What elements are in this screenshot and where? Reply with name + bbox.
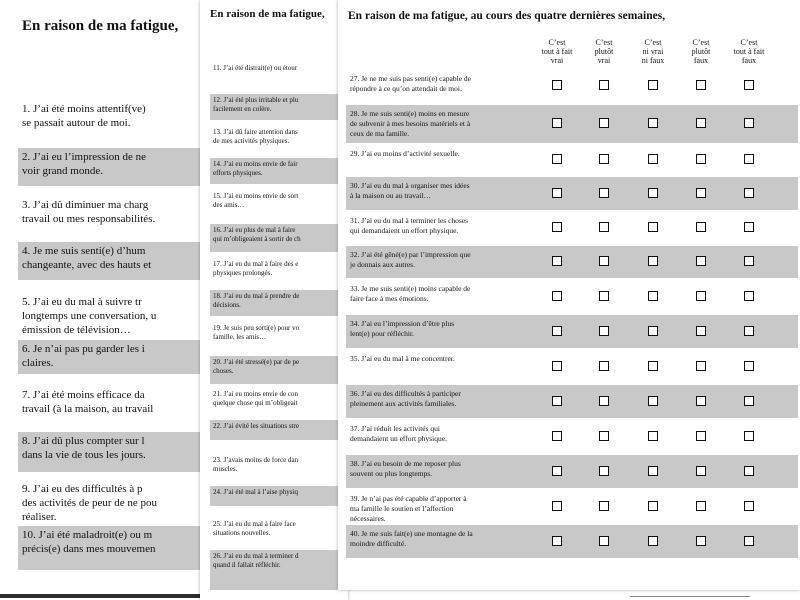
response-checkbox[interactable] xyxy=(648,154,658,164)
question-item: 32. J’ai été gêné(e) par l’impression que je donnais aux autres. xyxy=(350,250,471,269)
question-item: 1. J’ai été moins attentif(ve) se passait autour de moi. xyxy=(22,103,146,129)
response-column-header: C’est plutôt vrai xyxy=(594,38,614,65)
response-checkbox[interactable] xyxy=(696,291,706,301)
question-item: 22. J’ai évité les situations stre xyxy=(210,420,348,440)
questionnaire-page-2 xyxy=(200,0,348,600)
response-checkbox[interactable] xyxy=(648,291,658,301)
response-checkbox[interactable] xyxy=(599,396,609,406)
question-item: 31. J’ai eu du mal à terminer les choses qui demandaient un effort physique. xyxy=(350,216,469,235)
response-checkbox[interactable] xyxy=(696,466,706,476)
question-item: 20. J’ai été stressé(e) par de pe choses. xyxy=(210,356,348,384)
response-checkbox[interactable] xyxy=(552,536,562,546)
response-checkbox[interactable] xyxy=(552,118,562,128)
question-item: 26. J’ai eu du mal à terminer d quand il fallait réfléchir. xyxy=(210,550,348,590)
question-item: 2. J’ai eu l’impression de ne voir grand monde. xyxy=(18,148,200,186)
response-checkbox[interactable] xyxy=(552,256,562,266)
response-checkbox[interactable] xyxy=(599,291,609,301)
page-title: En raison de ma fatigue, xyxy=(210,8,325,20)
question-item: 37. J’ai réduit les activités qui demandaient un effort physique. xyxy=(350,424,447,443)
question-item: 30. J’ai eu du mal à organiser mes idées à la maison ou au travail… xyxy=(350,181,470,200)
response-checkbox[interactable] xyxy=(696,326,706,336)
page-edge xyxy=(630,596,750,597)
question-item: 28. Je me suis senti(e) moins en mesure de subvenir à mes besoins matériels et à ceux de ma famille. xyxy=(350,109,471,138)
response-checkbox[interactable] xyxy=(599,326,609,336)
question-item: 34. J’ai eu l’impression d’être plus lent(e) pour réfléchir. xyxy=(350,319,455,338)
response-checkbox[interactable] xyxy=(552,80,562,90)
response-checkbox[interactable] xyxy=(648,361,658,371)
question-item: 40. Je me suis fait(e) une montagne de la moindre difficulté. xyxy=(350,529,473,548)
response-checkbox[interactable] xyxy=(744,118,754,128)
response-checkbox[interactable] xyxy=(552,501,562,511)
question-item: 9. J’ai eu des difficultés à p des activités de peur de ne pou réaliser. xyxy=(22,483,158,523)
question-item: 12. J’ai été plus irritable et plu facilement en colère. xyxy=(210,94,348,120)
question-item: 25. J’ai eu du mal à faire face situations nouvelles. xyxy=(213,520,296,537)
response-checkbox[interactable] xyxy=(599,80,609,90)
response-checkbox[interactable] xyxy=(552,154,562,164)
response-checkbox[interactable] xyxy=(552,291,562,301)
response-checkbox[interactable] xyxy=(696,396,706,406)
response-checkbox[interactable] xyxy=(599,501,609,511)
question-item: 3. J’ai dû diminuer ma charg travail ou mes responsabilités. xyxy=(22,199,156,225)
question-item: 19. Je suis peu sorti(e) pour vo famille, les amis… xyxy=(213,324,300,341)
response-checkbox[interactable] xyxy=(744,501,754,511)
response-checkbox[interactable] xyxy=(648,396,658,406)
response-checkbox[interactable] xyxy=(744,222,754,232)
response-checkbox[interactable] xyxy=(696,80,706,90)
response-checkbox[interactable] xyxy=(696,222,706,232)
question-item: 16. J’ai eu plus de mal à faire qui m’obligeaient à sortir de ch xyxy=(210,224,348,252)
response-checkbox[interactable] xyxy=(696,256,706,266)
response-checkbox[interactable] xyxy=(744,256,754,266)
question-item: 18. J’ai eu du mal à prendre de décisions. xyxy=(210,290,348,316)
response-column-header: C’est plutôt faux xyxy=(691,38,711,65)
response-checkbox[interactable] xyxy=(648,188,658,198)
response-checkbox[interactable] xyxy=(599,154,609,164)
response-checkbox[interactable] xyxy=(696,361,706,371)
response-checkbox[interactable] xyxy=(599,361,609,371)
response-checkbox[interactable] xyxy=(552,396,562,406)
response-checkbox[interactable] xyxy=(552,466,562,476)
question-item: 39. Je n’ai pas été capable d’apporter à ma famille le soutien et l’affection nécessaires. xyxy=(350,494,467,523)
response-checkbox[interactable] xyxy=(744,431,754,441)
response-checkbox[interactable] xyxy=(552,222,562,232)
question-item: 10. J’ai été maladroit(e) ou m précis(e) dans mes mouvemen xyxy=(18,526,200,570)
response-checkbox[interactable] xyxy=(552,326,562,336)
response-checkbox[interactable] xyxy=(599,466,609,476)
response-checkbox[interactable] xyxy=(599,431,609,441)
response-column-header: C’est ni vrai ni faux xyxy=(641,38,665,65)
response-checkbox[interactable] xyxy=(648,431,658,441)
page-edge xyxy=(0,594,200,598)
response-checkbox[interactable] xyxy=(648,256,658,266)
response-checkbox[interactable] xyxy=(599,188,609,198)
response-checkbox[interactable] xyxy=(648,536,658,546)
response-checkbox[interactable] xyxy=(648,118,658,128)
question-item: 33. Je me suis senti(e) moins capable de faire face à mes émotions. xyxy=(350,284,471,303)
question-item: 15. J’ai eu moins envie de sort des amis… xyxy=(213,192,299,209)
question-item: 23. J’avais moins de force dan muscles. xyxy=(213,456,299,473)
question-item: 36. J’ai eu des difficultés à participer pleinement aux activités familiales. xyxy=(350,389,461,408)
question-item: 14. J’ai eu moins envie de fair efforts physiques. xyxy=(210,158,348,184)
response-checkbox[interactable] xyxy=(696,431,706,441)
response-checkbox[interactable] xyxy=(696,188,706,198)
page-title: En raison de ma fatigue, xyxy=(22,18,179,34)
question-item: 21. J’ai eu moins envie de con quelque chose qui m’obligeait xyxy=(213,390,298,407)
question-item: 17. J’ai eu du mal à faire des e physiques prolongés. xyxy=(213,260,299,277)
response-column-header: C’est tout à fait vrai xyxy=(541,38,573,65)
response-checkbox[interactable] xyxy=(552,431,562,441)
question-item: 13. J’ai dû faire attention dans de mes activités physiques. xyxy=(213,128,298,145)
response-checkbox[interactable] xyxy=(744,396,754,406)
question-item: 29. J’ai eu moins d’activité sexuelle. xyxy=(350,149,460,158)
response-checkbox[interactable] xyxy=(599,118,609,128)
response-checkbox[interactable] xyxy=(744,466,754,476)
response-column-header: C’est tout à fait faux xyxy=(733,38,765,65)
response-checkbox[interactable] xyxy=(648,326,658,336)
response-checkbox[interactable] xyxy=(696,501,706,511)
response-checkbox[interactable] xyxy=(648,222,658,232)
question-item: 8. J’ai dû plus compter sur l dans la vie de tous les jours. xyxy=(18,432,200,472)
response-checkbox[interactable] xyxy=(744,326,754,336)
response-checkbox[interactable] xyxy=(599,256,609,266)
response-checkbox[interactable] xyxy=(744,188,754,198)
response-checkbox[interactable] xyxy=(744,536,754,546)
response-checkbox[interactable] xyxy=(744,154,754,164)
question-item: 24. J’ai été mal à l’aise physiq xyxy=(210,486,348,506)
response-checkbox[interactable] xyxy=(552,188,562,198)
question-item: 6. Je n’ai pas pu garder les i claires. xyxy=(18,340,200,374)
response-checkbox[interactable] xyxy=(552,361,562,371)
response-checkbox[interactable] xyxy=(648,501,658,511)
page-title: En raison de ma fatigue, au cours des quatre dernières semaines, xyxy=(348,10,666,22)
question-item: 4. Je me suis senti(e) d’hum changeante, avec des hauts et xyxy=(18,242,200,280)
response-checkbox[interactable] xyxy=(744,291,754,301)
question-item: 7. J’ai été moins efficace da travail (à la maison, au travail xyxy=(22,389,154,415)
question-item: 5. J’ai eu du mal à suivre tr longtemps une conversation, u émission de télévision… xyxy=(22,296,157,336)
response-checkbox[interactable] xyxy=(599,536,609,546)
response-checkbox[interactable] xyxy=(648,466,658,476)
response-checkbox[interactable] xyxy=(599,222,609,232)
response-checkbox[interactable] xyxy=(744,361,754,371)
response-checkbox[interactable] xyxy=(744,80,754,90)
question-item: 35. J’ai eu du mal à me concentrer. xyxy=(350,354,455,363)
questionnaire-page-3 xyxy=(338,0,800,590)
questionnaire-page-1 xyxy=(0,0,200,600)
question-item: 38. J’ai eu besoin de me reposer plus souvent ou plus longtemps. xyxy=(350,459,461,478)
response-checkbox[interactable] xyxy=(696,536,706,546)
response-checkbox[interactable] xyxy=(696,154,706,164)
question-item: 11. J’ai été distrait(e) ou étour xyxy=(213,64,298,72)
question-item: 27. Je ne me suis pas senti(e) capable de répondre à ce qu’on attendait de moi. xyxy=(350,74,471,93)
response-checkbox[interactable] xyxy=(696,118,706,128)
response-checkbox[interactable] xyxy=(648,80,658,90)
